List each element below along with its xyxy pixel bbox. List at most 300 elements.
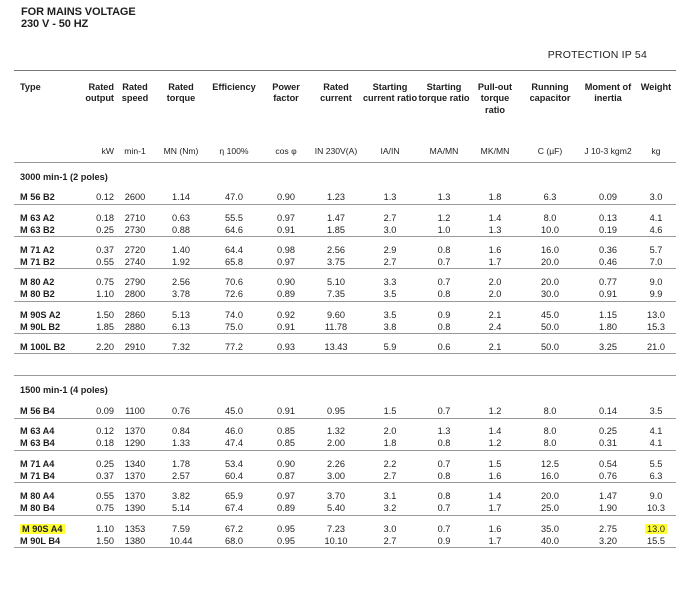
cell-starting-torque-ratio: 0.7 — [418, 257, 470, 269]
cell-rated-torque: 5.14 — [156, 503, 206, 515]
cell-moment-of-inertia: 0.46 — [580, 257, 636, 269]
cell-weight: 4.1 — [636, 438, 676, 450]
cell-power-factor: 0.87 — [262, 471, 310, 483]
cell-rated-current: 1.47 — [327, 212, 345, 223]
cell-rated-current: 2.26 — [327, 458, 345, 469]
cell-type: M 63 B2 — [14, 224, 72, 236]
cell-moment-of-inertia: 0.09 — [580, 192, 636, 204]
cell-starting-torque-ratio: 0.7 — [437, 458, 451, 469]
col-header-rated-output: Rated output — [85, 82, 114, 104]
cell-starting-torque-ratio: 0.7 — [437, 523, 451, 534]
section-header — [14, 376, 676, 406]
cell-power-factor: 0.85 — [277, 426, 295, 437]
cell-pullout-torque-ratio: 2.1 — [488, 309, 502, 320]
cell-rated-current: 7.35 — [310, 289, 362, 301]
cell-starting-torque-ratio: 1.3 — [437, 426, 451, 437]
cell-rated-speed: 2910 — [114, 342, 156, 354]
table-row — [14, 406, 676, 418]
cell-rated-torque: 3.82 — [172, 491, 190, 502]
cell-starting-current-ratio: 2.0 — [383, 426, 397, 437]
cell-rated-speed: 2800 — [114, 289, 156, 301]
cell-pullout-torque-ratio: 1.7 — [470, 503, 520, 515]
cell-rated-torque: 5.13 — [172, 309, 190, 320]
cell-pullout-torque-ratio: 1.7 — [470, 257, 520, 269]
cell-rated-torque: 0.63 — [172, 212, 190, 223]
cell-rated-torque: 2.56 — [172, 277, 190, 288]
cell-weight: 4.6 — [636, 224, 676, 236]
cell-type: M 80 A4 — [20, 491, 55, 502]
col-header-rated-current: Rated current — [320, 82, 352, 104]
cell-rated-current: 2.00 — [310, 438, 362, 450]
cell-efficiency: 75.0 — [206, 322, 262, 334]
cell-rated-output: 0.55 — [72, 257, 114, 269]
cell-rated-speed: 1380 — [114, 535, 156, 547]
cell-starting-torque-ratio: 0.7 — [437, 277, 451, 288]
cell-efficiency: 68.0 — [206, 535, 262, 547]
cell-efficiency: 45.0 — [206, 406, 262, 418]
cell-pullout-torque-ratio: 1.4 — [488, 426, 502, 437]
cell-starting-current-ratio: 3.0 — [362, 224, 418, 236]
cell-power-factor: 0.89 — [262, 289, 310, 301]
cell-weight: 21.0 — [636, 342, 676, 354]
table-row — [14, 224, 676, 236]
cell-moment-of-inertia: 0.54 — [599, 458, 617, 469]
cell-rated-speed: 2600 — [114, 192, 156, 204]
table-row — [14, 471, 676, 483]
unit-starting-current-ratio: IA/IN — [380, 146, 400, 157]
cell-rated-output: 0.55 — [96, 491, 114, 502]
cell-running-capacitor: 16.0 — [520, 471, 580, 483]
cell-power-factor: 0.90 — [277, 458, 295, 469]
cell-starting-torque-ratio: 0.8 — [437, 244, 451, 255]
col-header-starting-current-ratio: Starting current ratio — [362, 82, 418, 104]
cell-starting-current-ratio: 3.8 — [362, 322, 418, 334]
cell-rated-output: 0.75 — [96, 277, 114, 288]
cell-starting-current-ratio: 3.5 — [362, 289, 418, 301]
cell-rated-torque: 3.78 — [156, 289, 206, 301]
cell-rated-speed: 2710 — [124, 212, 146, 223]
cell-efficiency: 53.4 — [225, 458, 243, 469]
cell-starting-torque-ratio: 0.8 — [437, 491, 451, 502]
table-row — [14, 438, 676, 450]
cell-running-capacitor: 8.0 — [543, 426, 557, 437]
cell-rated-current: 11.78 — [310, 322, 362, 334]
unit-moment-of-inertia: J 10-3 kgm2 — [584, 146, 632, 157]
cell-weight: 13.0 — [647, 309, 665, 320]
cell-rated-output: 1.50 — [96, 309, 114, 320]
cell-efficiency: 47.0 — [206, 192, 262, 204]
unit-power-factor: cos φ — [275, 146, 297, 157]
cell-pullout-torque-ratio: 1.2 — [470, 438, 520, 450]
cell-weight: 4.1 — [649, 426, 663, 437]
cell-power-factor: 0.98 — [277, 244, 295, 255]
cell-rated-current: 2.56 — [327, 244, 345, 255]
cell-pullout-torque-ratio: 2.4 — [470, 322, 520, 334]
unit-rated-output: kW — [101, 146, 114, 157]
cell-pullout-torque-ratio: 1.6 — [488, 244, 502, 255]
cell-weight: 10.3 — [636, 503, 676, 515]
table-row — [14, 245, 676, 257]
table-row — [14, 309, 676, 321]
cell-moment-of-inertia: 0.77 — [599, 277, 617, 288]
table-row — [14, 426, 676, 438]
cell-type: M 71 B2 — [14, 257, 72, 269]
unit-rated-current: IN 230V(A) — [314, 146, 358, 157]
cell-rated-torque: 1.33 — [156, 438, 206, 450]
cell-rated-torque: 0.84 — [172, 426, 190, 437]
cell-moment-of-inertia: 0.19 — [580, 224, 636, 236]
cell-rated-torque: 0.76 — [156, 406, 206, 418]
cell-rated-current: 13.43 — [310, 342, 362, 354]
document-title — [21, 6, 136, 30]
cell-rated-output: 0.75 — [72, 503, 114, 515]
cell-type: M 71 A2 — [20, 244, 55, 255]
cell-starting-torque-ratio: 0.9 — [437, 309, 451, 320]
cell-power-factor: 0.90 — [277, 277, 295, 288]
cell-moment-of-inertia: 0.14 — [580, 406, 636, 418]
cell-rated-speed: 1370 — [114, 471, 156, 483]
cell-type: M 63 A4 — [20, 426, 55, 437]
cell-pullout-torque-ratio: 1.6 — [470, 471, 520, 483]
cell-moment-of-inertia: 0.31 — [580, 438, 636, 450]
cell-rated-speed: 1340 — [124, 458, 146, 469]
cell-rated-speed: 2790 — [124, 277, 146, 288]
cell-pullout-torque-ratio: 1.4 — [488, 212, 502, 223]
cell-starting-current-ratio: 2.7 — [383, 212, 397, 223]
cell-rated-current: 5.40 — [310, 503, 362, 515]
highlighted-value: M 90S A4 — [22, 523, 63, 534]
cell-rated-speed: 1370 — [124, 426, 146, 437]
cell-weight: 5.5 — [649, 458, 663, 469]
cell-rated-output: 1.85 — [72, 322, 114, 334]
cell-running-capacitor: 12.5 — [541, 458, 559, 469]
unit-efficiency: η 100% — [219, 146, 249, 157]
table-row — [14, 257, 676, 269]
cell-efficiency: 64.6 — [206, 224, 262, 236]
cell-efficiency: 67.2 — [225, 523, 243, 534]
cell-running-capacitor: 8.0 — [520, 406, 580, 418]
cell-power-factor: 0.91 — [262, 224, 310, 236]
cell-type: M 56 B4 — [14, 406, 72, 418]
cell-rated-current: 1.23 — [310, 192, 362, 204]
cell-pullout-torque-ratio: 1.7 — [470, 535, 520, 547]
cell-type: M 63 A2 — [20, 212, 55, 223]
cell-moment-of-inertia: 0.25 — [599, 426, 617, 437]
table-row — [14, 458, 676, 470]
cell-running-capacitor: 6.3 — [520, 192, 580, 204]
cell-rated-speed: 1290 — [114, 438, 156, 450]
cell-type: M 71 A4 — [20, 458, 55, 469]
cell-power-factor: 0.91 — [262, 406, 310, 418]
cell-rated-output: 1.10 — [72, 289, 114, 301]
cell-power-factor: 0.90 — [262, 192, 310, 204]
cell-efficiency: 67.4 — [206, 503, 262, 515]
title-line-1: FOR MAINS VOLTAGE — [21, 6, 136, 18]
cell-rated-torque: 6.13 — [156, 322, 206, 334]
cell-type: M 71 B4 — [14, 471, 72, 483]
cell-moment-of-inertia: 2.75 — [599, 523, 617, 534]
cell-weight: 6.3 — [636, 471, 676, 483]
cell-efficiency: 46.0 — [225, 426, 243, 437]
table-row — [14, 277, 676, 289]
cell-running-capacitor: 50.0 — [520, 322, 580, 334]
cell-type: M 90L B4 — [14, 535, 72, 547]
cell-type: M 80 A2 — [20, 277, 55, 288]
cell-pullout-torque-ratio: 1.5 — [488, 458, 502, 469]
cell-rated-output: 0.25 — [96, 458, 114, 469]
cell-weight: 3.0 — [636, 192, 676, 204]
cell-moment-of-inertia: 1.15 — [599, 309, 617, 320]
cell-rated-torque: 7.32 — [156, 342, 206, 354]
cell-efficiency: 60.4 — [206, 471, 262, 483]
cell-rated-torque: 1.78 — [172, 458, 190, 469]
col-header-moment-of-inertia: Moment of inertia — [584, 82, 632, 104]
cell-starting-current-ratio: 2.7 — [362, 257, 418, 269]
cell-rated-speed: 1353 — [124, 523, 146, 534]
cell-rated-speed: 1390 — [114, 503, 156, 515]
cell-starting-current-ratio: 1.8 — [362, 438, 418, 450]
unit-rated-speed: min-1 — [124, 146, 146, 157]
cell-moment-of-inertia: 0.13 — [599, 212, 617, 223]
unit-weight: kg — [651, 146, 661, 157]
cell-running-capacitor: 45.0 — [541, 309, 559, 320]
cell-moment-of-inertia: 1.80 — [580, 322, 636, 334]
cell-rated-torque: 0.88 — [156, 224, 206, 236]
cell-pullout-torque-ratio: 2.0 — [470, 289, 520, 301]
cell-starting-torque-ratio: 0.8 — [418, 438, 470, 450]
cell-weight: 9.0 — [649, 491, 663, 502]
col-header-power-factor: Power factor — [272, 82, 300, 104]
cell-type: M 80 B2 — [14, 289, 72, 301]
cell-rated-current: 3.00 — [310, 471, 362, 483]
unit-running-capacitor: C (µF) — [537, 146, 563, 157]
cell-starting-current-ratio: 1.3 — [362, 192, 418, 204]
cell-rated-torque: 10.44 — [156, 535, 206, 547]
cell-rated-output: 0.25 — [72, 224, 114, 236]
cell-rated-torque: 1.40 — [172, 244, 190, 255]
cell-rated-torque: 1.92 — [156, 257, 206, 269]
cell-running-capacitor: 30.0 — [520, 289, 580, 301]
cell-efficiency: 74.0 — [225, 309, 243, 320]
cell-weight: 15.3 — [636, 322, 676, 334]
cell-efficiency: 64.4 — [225, 244, 243, 255]
col-header-rated-speed: Rated speed — [121, 82, 149, 104]
section-title: 1500 min-1 (4 poles) — [14, 376, 676, 406]
table-row — [14, 342, 676, 354]
cell-running-capacitor: 20.0 — [541, 491, 559, 502]
cell-starting-current-ratio: 3.1 — [383, 491, 397, 502]
cell-starting-torque-ratio: 0.8 — [418, 471, 470, 483]
cell-moment-of-inertia: 0.76 — [580, 471, 636, 483]
cell-moment-of-inertia: 1.90 — [580, 503, 636, 515]
cell-weight: 4.1 — [649, 212, 663, 223]
cell-rated-current: 7.23 — [327, 523, 345, 534]
cell-rated-current: 1.32 — [327, 426, 345, 437]
cell-power-factor: 0.89 — [262, 503, 310, 515]
cell-type: M 80 B4 — [14, 503, 72, 515]
cell-power-factor: 0.97 — [262, 257, 310, 269]
cell-efficiency: 47.4 — [206, 438, 262, 450]
cell-type: M 90S A2 — [20, 309, 61, 320]
cell-power-factor: 0.97 — [277, 491, 295, 502]
cell-rated-speed: 2740 — [114, 257, 156, 269]
cell-rated-speed: 2730 — [114, 224, 156, 236]
units-row — [14, 130, 676, 162]
cell-power-factor: 0.85 — [262, 438, 310, 450]
cell-starting-torque-ratio: 0.7 — [418, 503, 470, 515]
cell-running-capacitor: 20.0 — [520, 257, 580, 269]
cell-rated-speed: 2880 — [114, 322, 156, 334]
col-header-running-capacitor: Running capacitor — [529, 82, 571, 104]
cell-rated-output: 1.50 — [72, 535, 114, 547]
title-line-2: 230 V - 50 HZ — [21, 18, 89, 30]
table-row — [14, 491, 676, 503]
cell-efficiency: 65.9 — [225, 491, 243, 502]
col-header-pullout-torque-ratio: Pull-out torque ratio — [477, 82, 513, 115]
cell-type: M 100L B2 — [14, 342, 72, 354]
cell-starting-current-ratio: 3.3 — [383, 277, 397, 288]
cell-efficiency: 65.8 — [206, 257, 262, 269]
cell-rated-current: 1.85 — [310, 224, 362, 236]
cell-rated-speed: 2860 — [124, 309, 146, 320]
col-header-rated-torque: Rated torque — [166, 82, 196, 104]
cell-moment-of-inertia: 0.91 — [580, 289, 636, 301]
cell-running-capacitor: 20.0 — [541, 277, 559, 288]
section-header — [14, 162, 676, 192]
cell-pullout-torque-ratio: 1.4 — [488, 491, 502, 502]
cell-running-capacitor: 35.0 — [541, 523, 559, 534]
cell-power-factor: 0.95 — [277, 523, 295, 534]
cell-rated-output: 0.37 — [72, 471, 114, 483]
cell-efficiency: 72.6 — [206, 289, 262, 301]
cell-running-capacitor: 40.0 — [520, 535, 580, 547]
cell-starting-torque-ratio: 0.8 — [418, 289, 470, 301]
cell-starting-current-ratio: 3.5 — [383, 309, 397, 320]
cell-starting-torque-ratio: 1.2 — [437, 212, 451, 223]
cell-rated-output: 0.18 — [96, 212, 114, 223]
cell-rated-speed: 1370 — [124, 491, 146, 502]
cell-moment-of-inertia: 3.20 — [580, 535, 636, 547]
cell-moment-of-inertia: 0.36 — [599, 244, 617, 255]
header-divider — [14, 70, 676, 71]
cell-running-capacitor: 25.0 — [520, 503, 580, 515]
cell-weight: 3.5 — [636, 406, 676, 418]
cell-type — [14, 523, 72, 535]
cell-moment-of-inertia: 1.47 — [599, 491, 617, 502]
cell-rated-output: 0.37 — [96, 244, 114, 255]
cell-starting-torque-ratio: 0.6 — [418, 342, 470, 354]
cell-power-factor: 0.92 — [277, 309, 295, 320]
cell-rated-output: 0.12 — [96, 426, 114, 437]
cell-efficiency: 77.2 — [206, 342, 262, 354]
cell-rated-output: 0.18 — [72, 438, 114, 450]
col-header-efficiency: Efficiency — [212, 82, 256, 92]
cell-weight: 7.0 — [636, 257, 676, 269]
cell-starting-current-ratio: 3.2 — [362, 503, 418, 515]
cell-rated-output: 2.20 — [72, 342, 114, 354]
cell-weight: 5.7 — [649, 244, 663, 255]
table-row — [14, 289, 676, 301]
cell-power-factor: 0.95 — [262, 535, 310, 547]
cell-starting-current-ratio: 2.2 — [383, 458, 397, 469]
unit-starting-torque-ratio: MA/MN — [429, 146, 459, 157]
cell-starting-current-ratio: 1.5 — [362, 406, 418, 418]
cell-starting-torque-ratio: 0.9 — [418, 535, 470, 547]
cell-type: M 56 B2 — [14, 192, 72, 204]
cell-rated-output: 0.09 — [72, 406, 114, 418]
cell-rated-speed: 2720 — [124, 244, 146, 255]
cell-weight — [636, 523, 676, 535]
cell-weight: 15.5 — [636, 535, 676, 547]
cell-rated-torque: 1.14 — [156, 192, 206, 204]
cell-rated-current: 3.70 — [327, 491, 345, 502]
cell-starting-torque-ratio: 1.3 — [418, 192, 470, 204]
cell-starting-current-ratio: 3.0 — [383, 523, 397, 534]
cell-rated-output: 1.10 — [96, 523, 114, 534]
cell-starting-torque-ratio: 0.7 — [418, 406, 470, 418]
cell-rated-current: 3.75 — [310, 257, 362, 269]
cell-running-capacitor: 8.0 — [520, 438, 580, 450]
cell-rated-torque: 7.59 — [172, 523, 190, 534]
cell-running-capacitor: 8.0 — [543, 212, 557, 223]
cell-rated-current: 0.95 — [310, 406, 362, 418]
unit-rated-torque: MN (Nm) — [163, 146, 199, 157]
cell-pullout-torque-ratio: 1.2 — [470, 406, 520, 418]
cell-rated-torque: 2.57 — [156, 471, 206, 483]
cell-rated-current: 9.60 — [327, 309, 345, 320]
protection-rating: PROTECTION IP 54 — [547, 49, 647, 61]
cell-efficiency: 70.6 — [225, 277, 243, 288]
cell-pullout-torque-ratio: 1.6 — [488, 523, 502, 534]
cell-weight: 9.0 — [649, 277, 663, 288]
table-row — [14, 523, 676, 535]
col-header-starting-torque-ratio: Starting torque ratio — [418, 82, 470, 104]
table-row — [14, 535, 676, 547]
cell-type: M 63 B4 — [14, 438, 72, 450]
cell-pullout-torque-ratio: 1.8 — [470, 192, 520, 204]
cell-power-factor: 0.91 — [262, 322, 310, 334]
cell-starting-current-ratio: 5.9 — [362, 342, 418, 354]
motor-spec-table — [14, 82, 676, 548]
cell-running-capacitor: 10.0 — [520, 224, 580, 236]
table-row — [14, 322, 676, 334]
cell-starting-current-ratio: 2.9 — [383, 244, 397, 255]
cell-power-factor: 0.97 — [277, 212, 295, 223]
cell-starting-current-ratio: 2.7 — [362, 535, 418, 547]
cell-rated-current: 5.10 — [327, 277, 345, 288]
cell-pullout-torque-ratio: 2.0 — [488, 277, 502, 288]
table-row — [14, 212, 676, 224]
cell-pullout-torque-ratio: 1.3 — [470, 224, 520, 236]
highlighted-value: 13.0 — [647, 523, 665, 534]
cell-starting-torque-ratio: 0.8 — [418, 322, 470, 334]
col-header-type: Type — [20, 82, 41, 92]
cell-pullout-torque-ratio: 2.1 — [470, 342, 520, 354]
cell-rated-current: 10.10 — [310, 535, 362, 547]
cell-weight: 9.9 — [636, 289, 676, 301]
cell-efficiency: 55.5 — [225, 212, 243, 223]
col-header-weight: Weight — [640, 82, 672, 92]
cell-running-capacitor: 16.0 — [541, 244, 559, 255]
cell-power-factor: 0.93 — [262, 342, 310, 354]
cell-starting-current-ratio: 2.7 — [362, 471, 418, 483]
table-row — [14, 503, 676, 515]
table-row — [14, 192, 676, 204]
unit-pullout-torque-ratio: MK/MN — [480, 146, 510, 157]
cell-type: M 90L B2 — [14, 322, 72, 334]
header-row — [14, 82, 676, 130]
section-title: 3000 min-1 (2 poles) — [14, 162, 676, 192]
